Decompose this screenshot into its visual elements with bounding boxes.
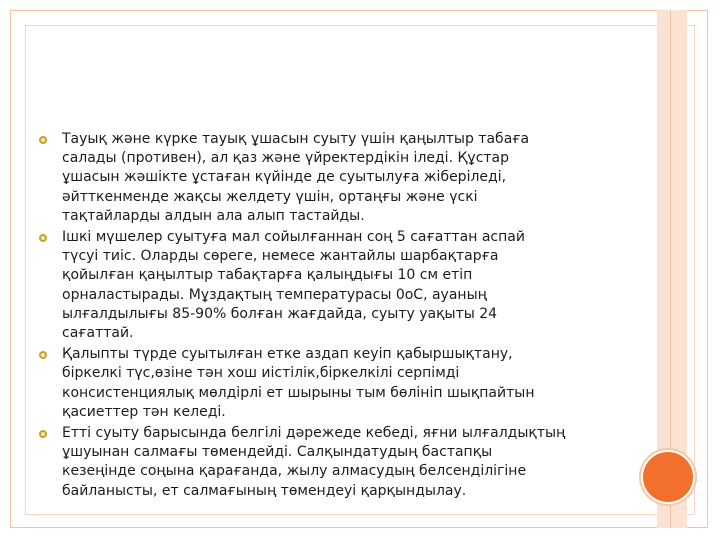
bullet-text: Ішкі мүшелер суытуға мал сойылғаннан соң 5 сағаттан аспай түсуі тиіс. Оларды сөреге, немесе жантайлы шарбақтарға қойылған қаңылтыр табақтарға қалыңдығы 10 см етіп орналастырады. Мұздақтың температурасы 0оС, ауаның ылғалдылығы 85-90% болған жағдайда, суыту уақыты 24 сағаттай. [62,229,525,342]
bullet-circle-icon [39,136,47,144]
bullet-item [38,228,628,343]
bullet-item [38,130,628,226]
decorative-circle [641,450,695,504]
bullet-circle-icon [39,351,47,359]
bullet-circle-icon [39,430,47,438]
bullet-text: Қалыпты түрде суытылған етке аздап кеуіп қабыршықтану, біркелкі түс,өзіне тән хош иістілік,біркелкілі серпімді консистенциялық мөлдірлі ет шырыны тым бөлініп шықпайтын қасиеттер тән келеді. [62,346,535,420]
bullet-text: Тауық және күрке тауық ұшасын суыту үшін қаңылтыр табаға салады (противен), ал қаз және үйректердікін іледі. Құстар ұшасын жәшікте ұстаған күйінде де суытылуға жіберіледі, әйтткенменде жақсы желдету үшін, ортаңғы және үскі тақтайларды алдын ала алып тастайды. [62,131,530,224]
slide-content [38,130,628,503]
bullet-circle-icon [39,234,47,242]
bullet-text: Етті суыту барысында белгілі дәрежеде кебеді, яғни ылғалдықтың ұшуынан салмағы төмендейді. Салқындатудың бастапқы кезеңінде соңына қарағанда, жылу алмасудың белсенділігіне байланысты, ет салмағының төмендеуі қарқындылау. [62,425,566,499]
bullet-item [38,424,628,501]
bullet-item [38,345,628,422]
